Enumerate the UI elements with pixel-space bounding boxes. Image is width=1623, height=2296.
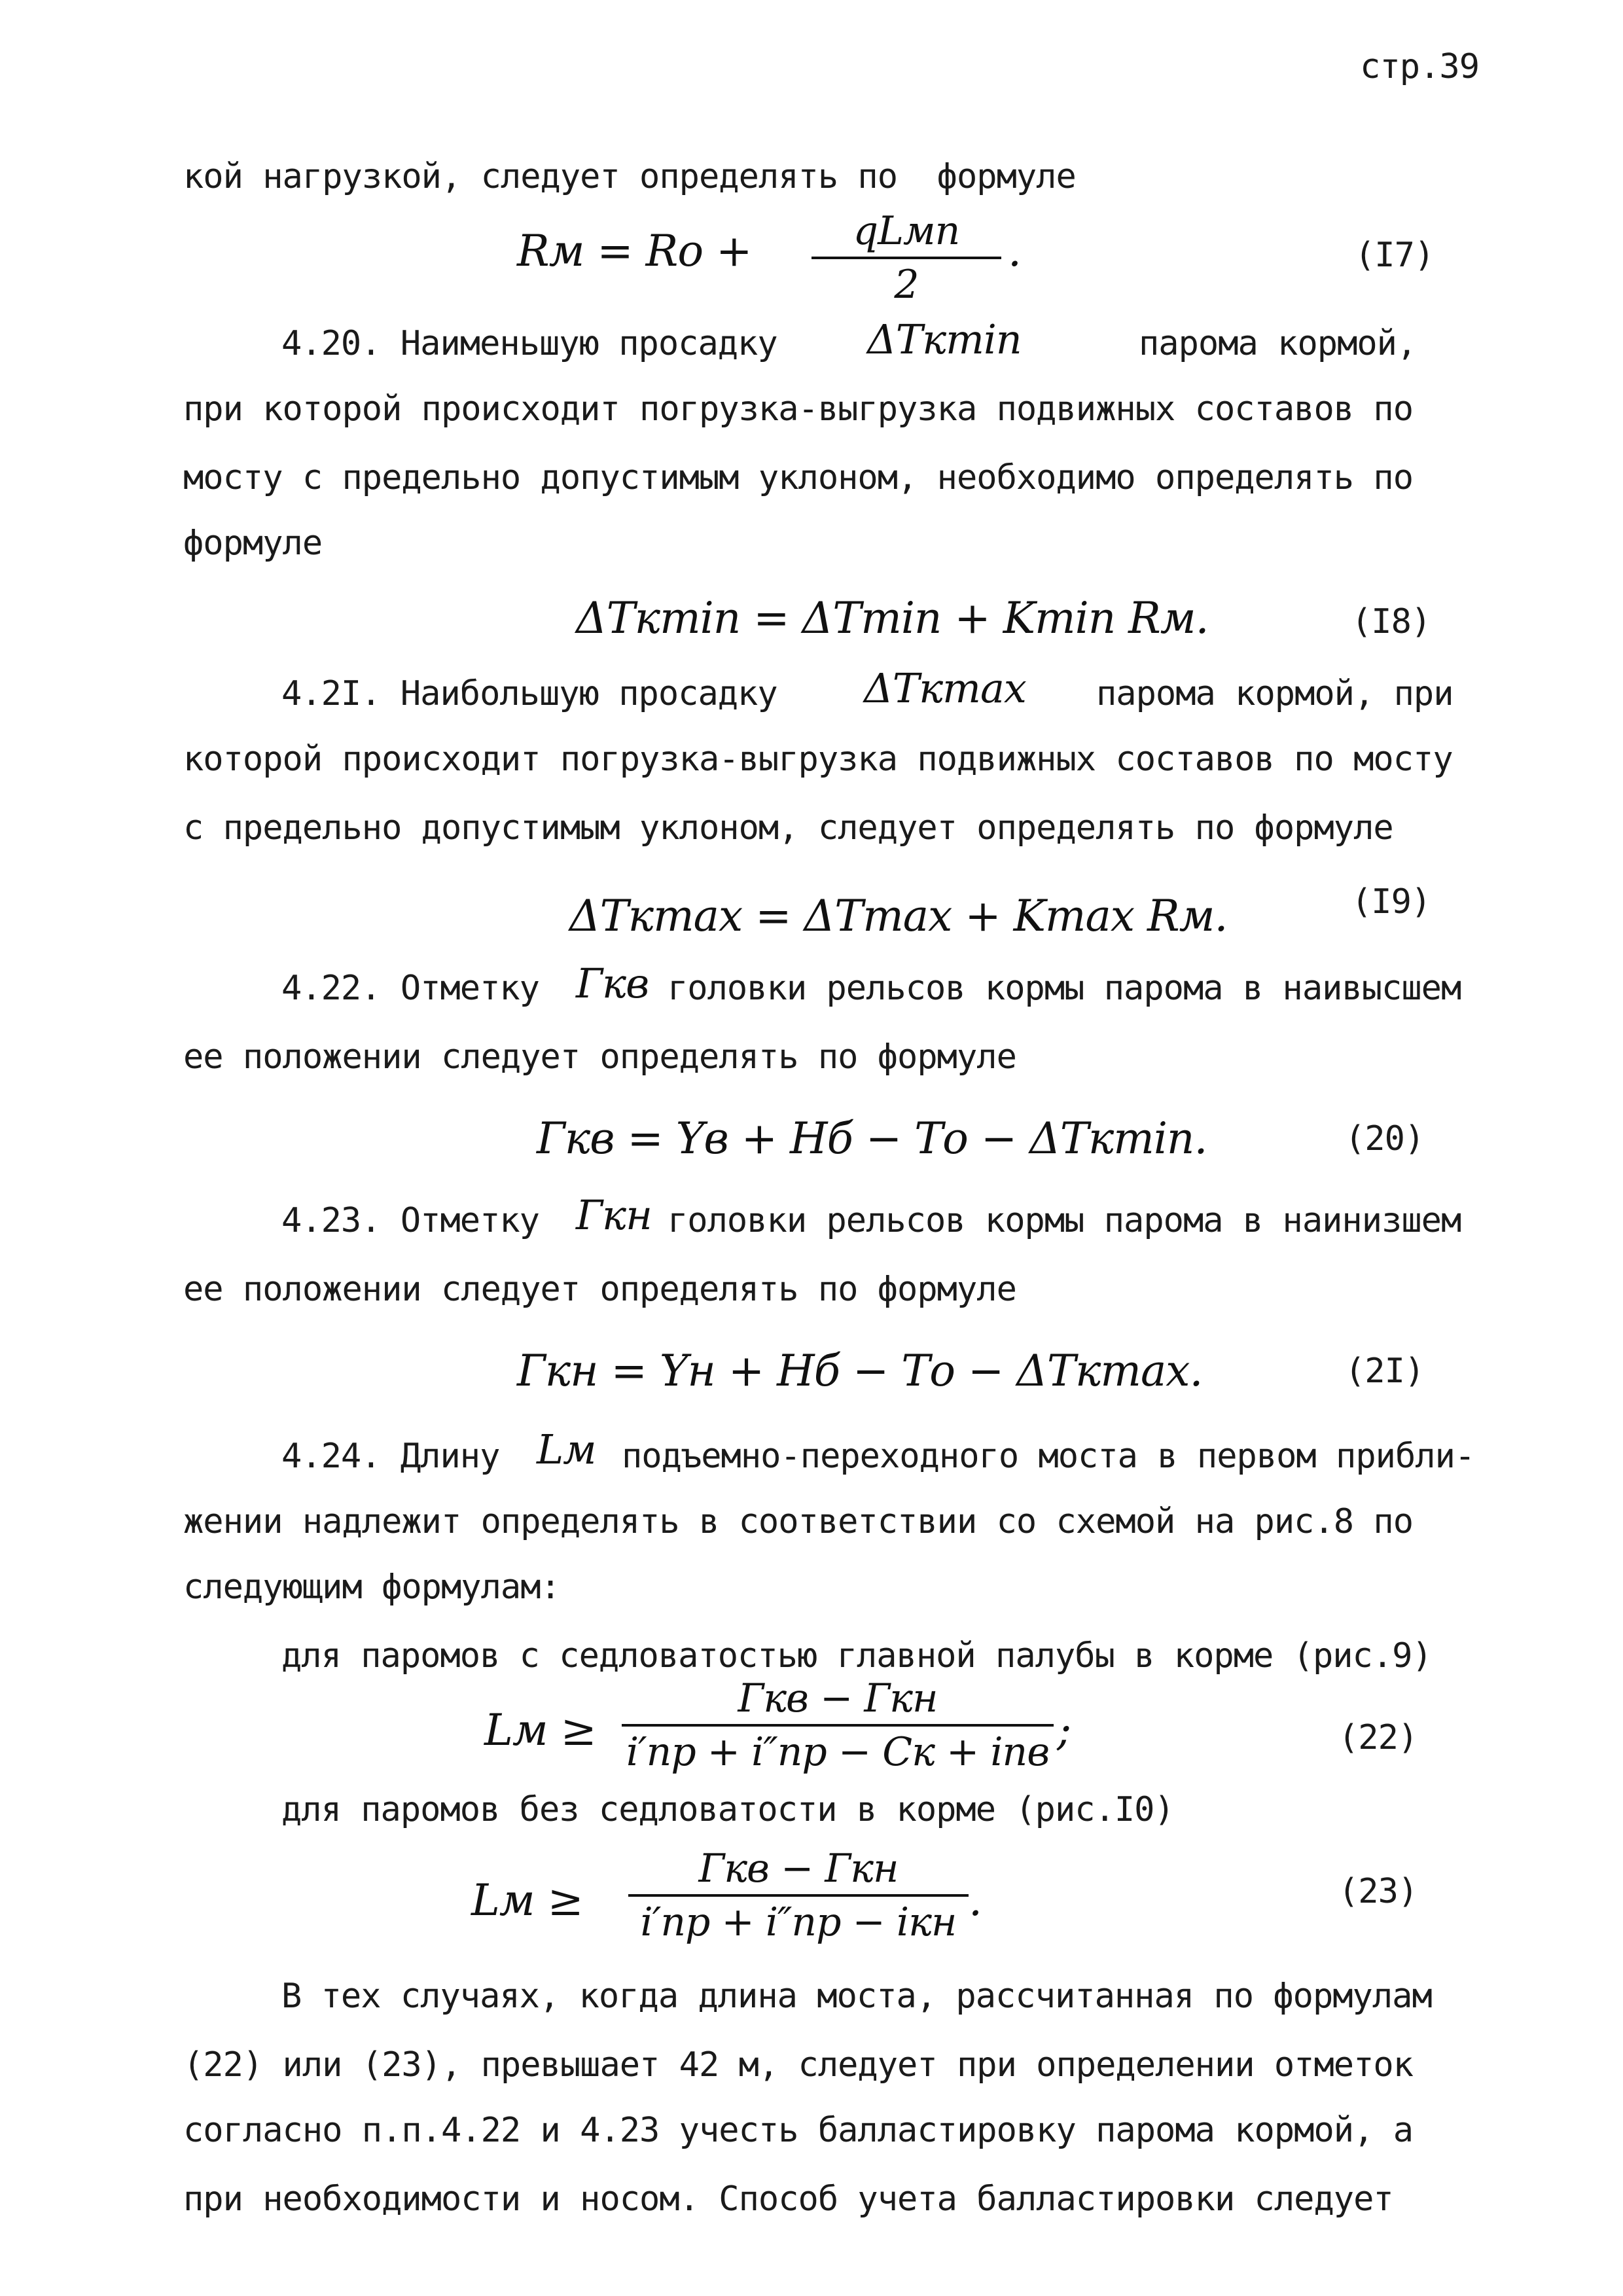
fraction-bar xyxy=(622,1724,1054,1727)
equation-number: (20) xyxy=(1345,1119,1425,1158)
page-number: стр.39 xyxy=(1360,47,1479,86)
text-line: подъемно-переходного моста в первом прибли- xyxy=(622,1437,1475,1476)
formula-23-fraction xyxy=(628,1846,969,1945)
symbol-g-kn: Гкн xyxy=(576,1191,652,1239)
text-line: (22) или (23), превышает 42 м, следует при определении отметок xyxy=(183,2045,1414,2085)
formula-18: ΔTкmin = ΔTmin + Kmin Rм. xyxy=(576,593,1209,643)
formula-22-lhs: Lм ≥ xyxy=(484,1705,596,1755)
text-line: 4.2I. Наибольшую просадку xyxy=(281,674,777,713)
text-line: ее положении следует определять по формуле xyxy=(183,1270,1016,1309)
text-line: при необходимости и носом. Способ учета балластировки следует xyxy=(183,2179,1393,2219)
formula-23-denominator: i′пр + i″пр − iкн xyxy=(640,1899,957,1945)
equation-number: (23) xyxy=(1338,1872,1418,1911)
text-line: при которой происходит погрузка-выгрузка подвижных составов по xyxy=(183,389,1414,429)
formula-22-fraction xyxy=(622,1676,1054,1775)
text-line: которой происходит погрузка-выгрузка подвижных составов по мосту xyxy=(183,740,1453,779)
text-line: головки рельсов кормы парома в наинизшем xyxy=(668,1201,1461,1240)
formula-17-denominator: 2 xyxy=(894,262,919,308)
formula-22-tail: ; xyxy=(1057,1705,1071,1755)
text-line: 4.24. Длину xyxy=(281,1437,500,1476)
symbol-l-m: Lм xyxy=(537,1426,596,1473)
equation-number: (22) xyxy=(1338,1718,1418,1757)
symbol-delta-tk-max: ΔTкmax xyxy=(864,664,1026,712)
equation-number: (I7) xyxy=(1355,236,1435,275)
formula-17-numerator: qLмn xyxy=(853,208,960,254)
symbol-g-kv: Гкв xyxy=(576,960,649,1007)
formula-17-tail: . xyxy=(1008,226,1021,276)
text-line: ее положении следует определять по формуле xyxy=(183,1037,1016,1077)
text-line: формуле xyxy=(183,524,323,563)
equation-number: (I8) xyxy=(1351,602,1431,641)
equation-number: (I9) xyxy=(1351,882,1431,922)
text-line: мосту с предельно допустимым уклоном, необходимо определять по xyxy=(183,458,1414,497)
symbol-delta-tk-min: ΔTкmin xyxy=(867,315,1022,363)
text-line: следующим формулам: xyxy=(183,1568,560,1607)
text-line: 4.22. Отметку xyxy=(281,969,539,1008)
text-line: с предельно допустимым уклоном, следует определять по формуле xyxy=(183,808,1393,848)
text-line: 4.20. Наименьшую просадку xyxy=(281,324,777,363)
fraction-bar xyxy=(812,257,1001,259)
text-line: 4.23. Отметку xyxy=(281,1201,539,1240)
text-line: парома кормой, при xyxy=(1096,674,1454,713)
text-line: согласно п.п.4.22 и 4.23 учесть балластировку парома кормой, а xyxy=(183,2111,1414,2150)
text-line: парома кормой, xyxy=(1139,324,1417,363)
text-line: жении надлежит определять в соответствии со схемой на рис.8 по xyxy=(183,1502,1414,1541)
fraction-bar xyxy=(628,1894,969,1897)
text-line: головки рельсов кормы парома в наивысшем xyxy=(668,969,1461,1008)
formula-23-numerator: Гкв − Гкн xyxy=(698,1846,899,1892)
text-line: В тех случаях, когда длина моста, рассчитанная по формулам xyxy=(281,1977,1432,2016)
formula-23-lhs: Lм ≥ xyxy=(471,1875,583,1926)
formula-23-tail: . xyxy=(969,1875,982,1926)
formula-17-fraction xyxy=(812,208,1001,308)
formula-22-numerator: Гкв − Гкн xyxy=(738,1676,938,1721)
text-line: кой нагрузкой, следует определять по формуле xyxy=(183,157,1076,196)
equation-number: (2I) xyxy=(1345,1352,1425,1391)
formula-20: Гкв = Yв + Hб − Tо − ΔTкmin. xyxy=(537,1113,1207,1164)
text-line: для паромов с седловатостью главной палубы в корме (рис.9) xyxy=(281,1636,1432,1676)
text-line: для паромов без седловатости в корме (рис.I0) xyxy=(281,1790,1174,1829)
formula-21: Гкн = Yн + Hб − Tо − ΔTкmax. xyxy=(517,1346,1203,1396)
formula-19: ΔTкmax = ΔTmax + Kmax Rм. xyxy=(569,891,1228,941)
formula-22-denominator: i′пр + i″пр − Cк + iпв xyxy=(626,1729,1050,1775)
formula-17-lhs: Rм = Rо + xyxy=(517,226,752,276)
